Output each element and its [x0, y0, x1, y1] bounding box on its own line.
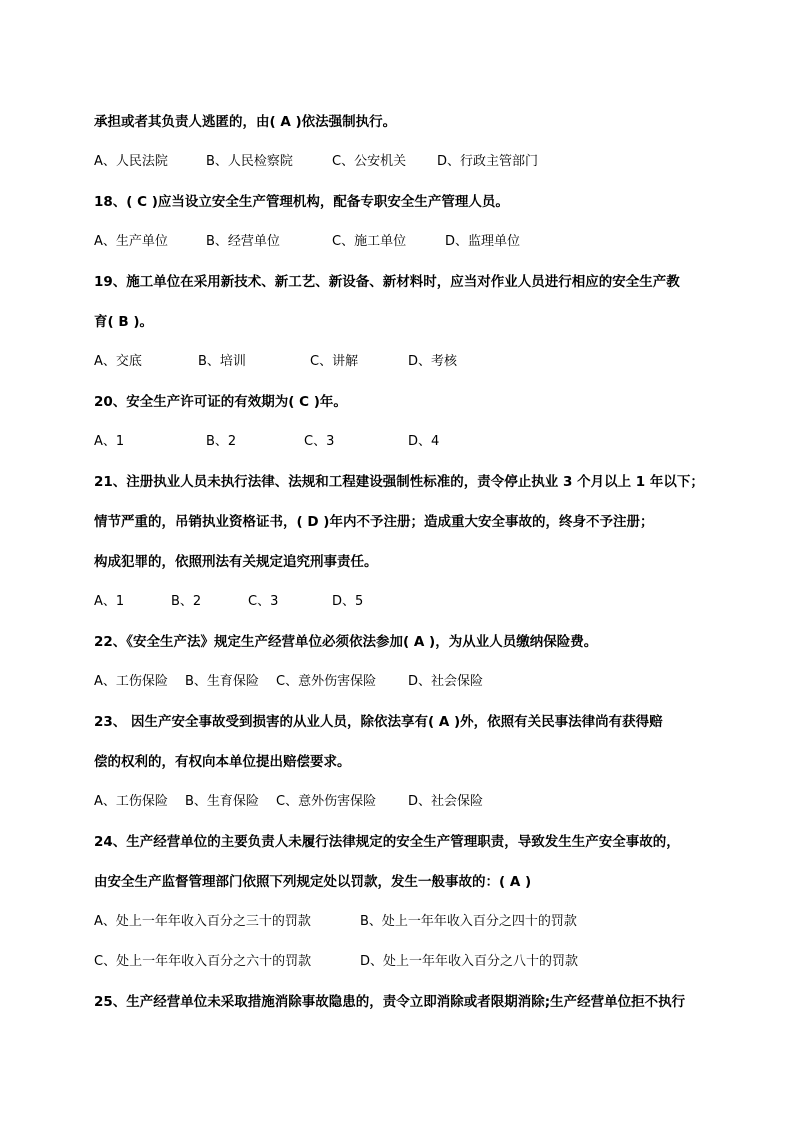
option-b: B、2: [171, 594, 202, 609]
option-c: C、意外伤害保险: [276, 794, 377, 809]
option-c: C、施工单位: [332, 234, 407, 249]
option-a: A、工伤保险: [94, 674, 168, 689]
option-d: D、4: [408, 434, 440, 449]
option-a: A、处上一年年收入百分之三十的罚款: [94, 914, 311, 929]
option-d: D、社会保险: [408, 674, 484, 689]
option-d: D、处上一年年收入百分之八十的罚款: [360, 954, 579, 969]
option-a: A、交底: [94, 354, 142, 369]
option-d: D、社会保险: [408, 794, 484, 809]
option-c: C、3: [248, 594, 279, 609]
question-24-text-cont: 由安全生产监督管理部门依照下列规定处以罚款，发生一般事故的：( A ): [94, 874, 532, 890]
option-b: B、经营单位: [206, 234, 280, 249]
question-21-text-cont: 构成犯罪的，依照刑法有关规定追究刑事责任。: [94, 554, 378, 570]
option-b: B、生育保险: [185, 674, 259, 689]
question-22-text: 22、《安全生产法》规定生产经营单位必须依法参加( A )，为从业人员缴纳保险费。: [94, 634, 598, 650]
question-17-text-cont: 承担或者其负责人逃匿的，由( A )依法强制执行。: [94, 114, 397, 130]
option-a: A、人民法院: [94, 154, 168, 169]
question-23-text-cont: 偿的权利的，有权向本单位提出赔偿要求。: [94, 754, 351, 770]
question-21-text-cont: 情节严重的，吊销执业资格证书，( D )年内不予注册；造成重大安全事故的，终身不予注册；: [94, 514, 654, 530]
option-b: B、2: [206, 434, 237, 449]
option-b: B、培训: [198, 354, 246, 369]
question-23-text: 23、 因生产安全事故受到损害的从业人员，除依法享有( A )外，依照有关民事法律尚有获得赔: [94, 714, 663, 730]
option-a: A、1: [94, 434, 125, 449]
option-c: C、3: [304, 434, 335, 449]
option-d: D、行政主管部门: [437, 154, 539, 169]
option-c: C、处上一年年收入百分之六十的罚款: [94, 954, 312, 969]
option-d: D、考核: [408, 354, 458, 369]
question-20-text: 20、安全生产许可证的有效期为( C )年。: [94, 394, 347, 410]
option-b: B、处上一年年收入百分之四十的罚款: [360, 914, 577, 929]
question-19-text: 19、施工单位在采用新技术、新工艺、新设备、新材料时，应当对作业人员进行相应的安全生产教: [94, 274, 680, 290]
question-25-text: 25、生产经营单位未采取措施消除事故隐患的，责令立即消除或者限期消除;生产经营单位拒不执行: [94, 994, 686, 1010]
question-24-text: 24、生产经营单位的主要负责人未履行法律规定的安全生产管理职责，导致发生生产安全事故的，: [94, 834, 680, 850]
question-21-text: 21、注册执业人员未执行法律、法规和工程建设强制性标准的，责令停止执业 3 个月以上 1 年以下；: [94, 474, 704, 490]
question-19-text-cont: 育( B )。: [94, 314, 154, 330]
option-d: D、5: [332, 594, 364, 609]
option-a: A、工伤保险: [94, 794, 168, 809]
option-a: A、1: [94, 594, 125, 609]
question-18-text: 18、( C )应当设立安全生产管理机构，配备专职安全生产管理人员。: [94, 194, 509, 210]
option-b: B、人民检察院: [206, 154, 293, 169]
option-c: C、公安机关: [332, 154, 407, 169]
option-b: B、生育保险: [185, 794, 259, 809]
option-d: D、监理单位: [445, 234, 521, 249]
option-c: C、讲解: [310, 354, 359, 369]
option-c: C、意外伤害保险: [276, 674, 377, 689]
option-a: A、生产单位: [94, 234, 168, 249]
